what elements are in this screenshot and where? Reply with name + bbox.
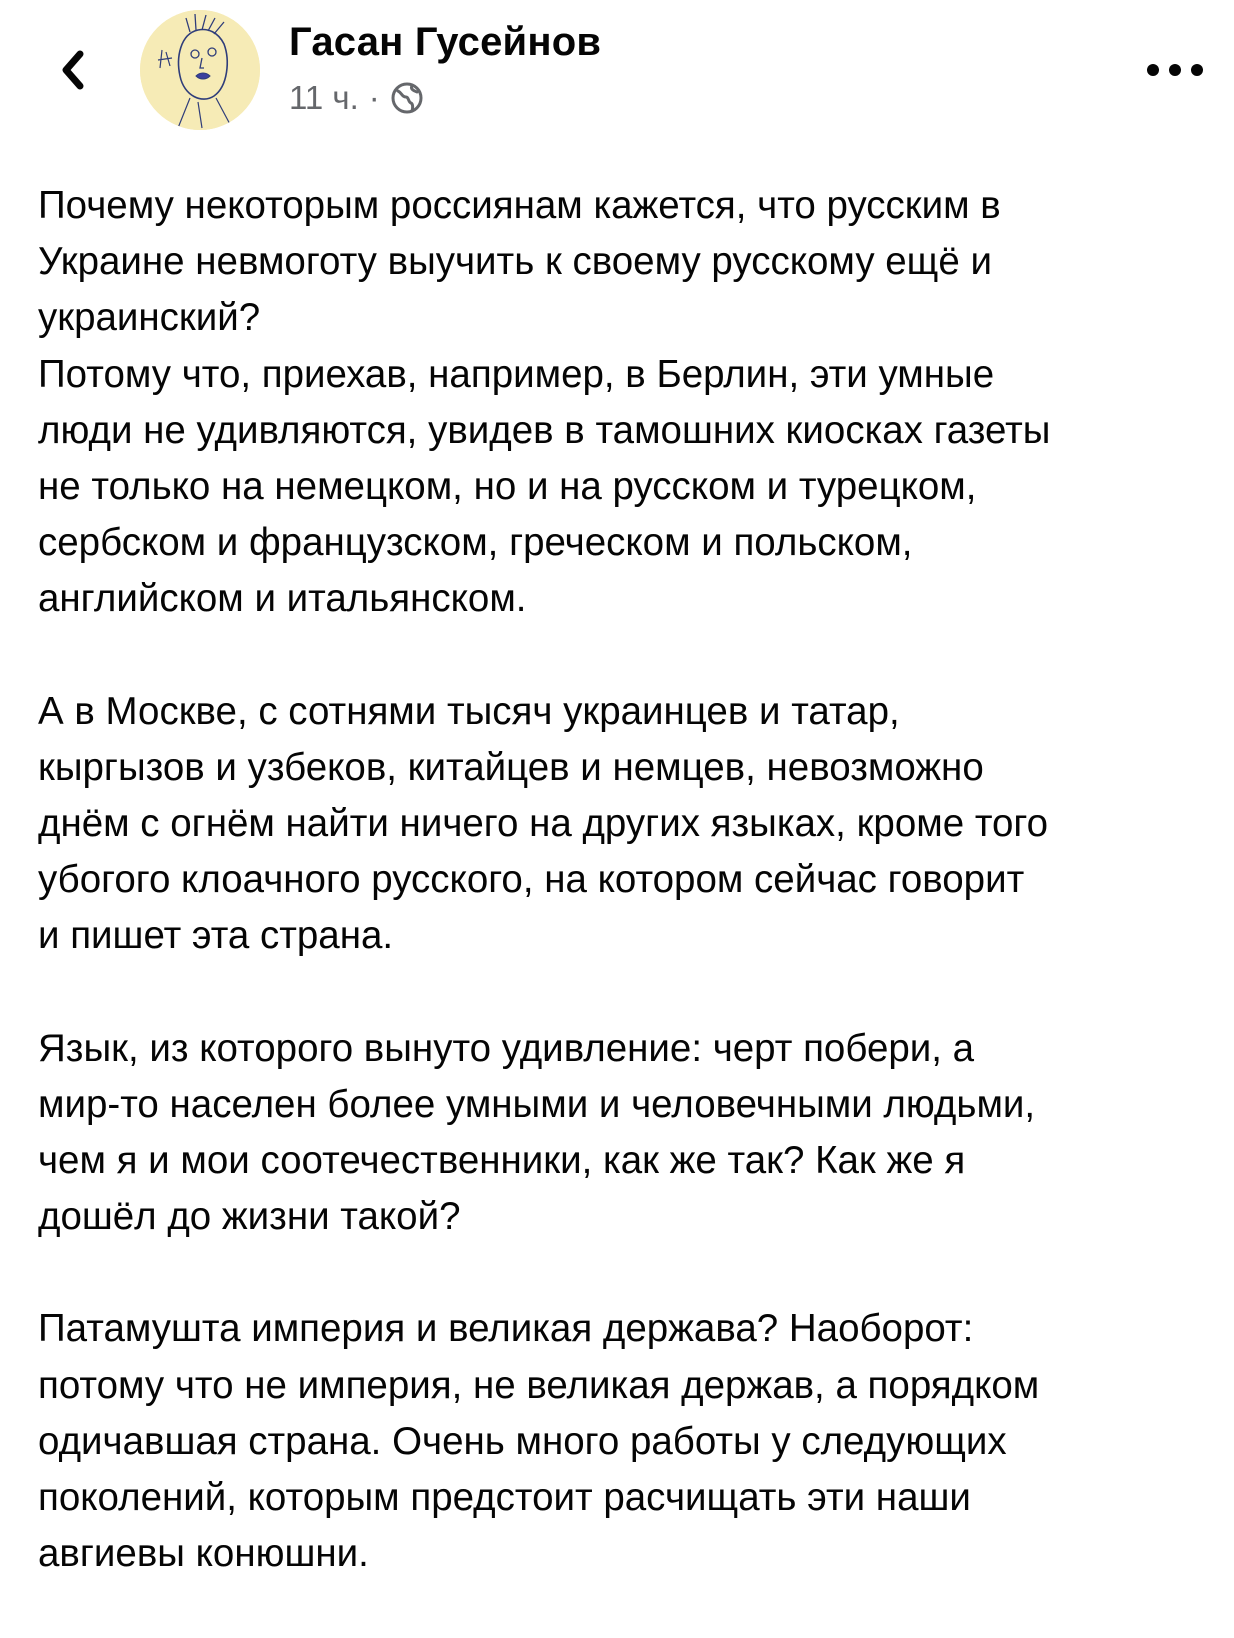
post-paragraph (38, 1301, 1218, 1582)
text-line: одичавшая страна. Очень много работы у следующих (38, 1419, 1007, 1463)
avatar-drawing (140, 10, 260, 130)
text-line: Почему некоторым россиянам кажется, что русским в (38, 184, 1001, 227)
post-header (0, 0, 1234, 140)
text-line: и пишет эта страна. (38, 914, 394, 958)
more-horizontal-icon (1144, 62, 1206, 78)
text-line: мир-то населен более умными и человечными людьми, (38, 1082, 1036, 1126)
text-line: Язык, из которого вынуто удивление: черт побери, а (38, 1026, 975, 1070)
more-options-button[interactable] (1140, 52, 1210, 88)
post-meta (289, 78, 424, 118)
text-line: авгиевы конюшни. (38, 1532, 369, 1576)
text-line: английском и итальянском. (38, 577, 527, 621)
text-line: днём с огнём найти ничего на других языках, кроме того (38, 802, 1049, 846)
post-paragraph (38, 1021, 1218, 1246)
meta-separator: · (368, 79, 380, 116)
author-name[interactable]: Гасан Гусейнов (289, 20, 602, 64)
text-line: сербском и французском, греческом и польском, (38, 521, 913, 565)
text-line: Патамушта империя и великая держава? Наоборот: (38, 1307, 974, 1351)
text-line: А в Москве, с сотнями тысяч украинцев и татар, (38, 689, 900, 733)
post-time[interactable]: 11 ч. (289, 79, 359, 116)
text-line: дошёл до жизни такой? (38, 1195, 461, 1239)
avatar[interactable] (140, 10, 260, 130)
chevron-left-icon (54, 48, 94, 92)
text-line: кыргызов и узбеков, китайцев и немцев, невозможно (38, 745, 984, 789)
text-line: люди не удивляются, увидев в тамошних киосках газеты (38, 408, 1051, 452)
text-line: Потому что, приехав, например, в Берлин, эти умные (38, 352, 995, 396)
text-line: украинский? (38, 296, 261, 340)
post-paragraph (38, 178, 1218, 628)
text-line: чем я и мои соотечественники, как же так? Как же я (38, 1139, 966, 1183)
back-button[interactable] (44, 40, 104, 100)
post-paragraph (38, 684, 1218, 965)
globe-icon[interactable] (390, 81, 424, 115)
text-line: поколений, которым предстоит расчищать эти наши (38, 1476, 971, 1520)
text-line: Украине невмоготу выучить к своему русскому ещё и (38, 240, 992, 284)
post-body (38, 178, 1218, 1638)
text-line: потому что не империя, не великая держав, а порядком (38, 1363, 1040, 1407)
text-line: не только на немецком, но и на русском и турецком, (38, 465, 977, 509)
text-line: убогого клоачного русского, на котором сейчас говорит (38, 858, 1025, 902)
